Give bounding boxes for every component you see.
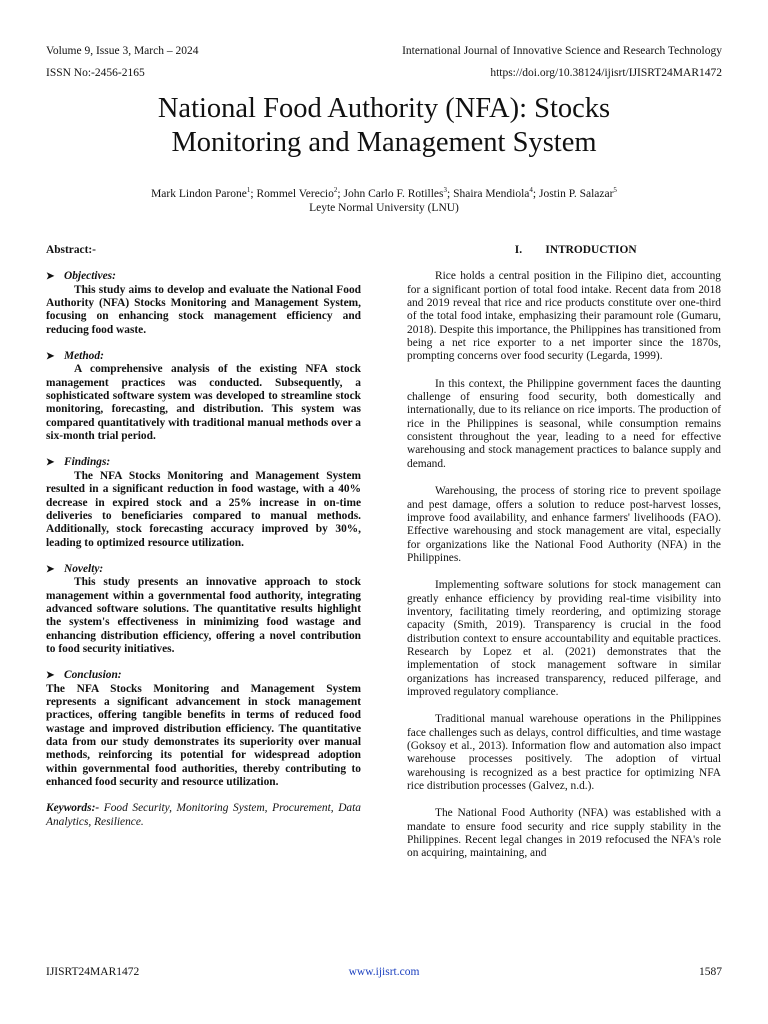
- author-affiliation-mark: 4: [529, 186, 533, 195]
- findings-text: The NFA Stocks Monitoring and Management System resulted in a significant reduction in food wastage, with a 40% decrease in expired stock and a 25% increase in on-time deliveries to beneficiaries compared to manual methods. Additionally, stock forecasting accuracy improved by 30%, leading to optimized resource utilization.: [46, 469, 361, 549]
- author-list: Mark Lindon Parone$^1$; Rommel Verecio$^2$; John Carlo F. Rotilles$^3$; Shaira Mendiola$^4$; Jostin P. Salazar$^5$: [151, 186, 617, 200]
- conclusion-text: The NFA Stocks Monitoring and Management System represents a significant advancement in stock management practices, offering tangible benefits in terms of reduced food wastage and improved distribution efficiency. The quantitative data from our study demonstrates its superiority over manual methods, reinforcing its potential for widespread adoption within governmental food authorities, thereby contributing to enhanced food security and resource utilization.: [46, 682, 361, 789]
- abstract-findings: [46, 456, 361, 549]
- novelty-title: Novelty:: [64, 562, 104, 575]
- method-title: Method:: [64, 350, 104, 363]
- abstract-heading: Abstract:-: [46, 244, 96, 256]
- abstract-objectives: [46, 270, 361, 337]
- title-line-1: National Food Authority (NFA): Stocks: [157, 93, 611, 124]
- method-text: A comprehensive analysis of the existing NFA stock management practices was conducted. Subsequently, a sophisticated software system was developed to streamline stock monitoring, forecasting, and distribution. This system was compared quantitatively with traditional manual methods over a six-month trial period.: [46, 363, 361, 443]
- conclusion-title: Conclusion:: [64, 669, 122, 682]
- author-name: Shaira Mendiola: [453, 188, 530, 200]
- section-heading: [407, 244, 721, 257]
- abstract-method: [46, 350, 361, 443]
- intro-paragraph: In this context, the Philippine government faces the daunting challenge of ensuring food security, both domestically and internationally, due to its reliance on rice imports. The production of rice in the Philippines is seasonal, while consumption remains consistent throughout the year, leading to a need for effective warehousing and stock management practices to balance supply and demand.: [407, 377, 721, 470]
- novelty-text: This study presents an innovative approach to stock management within a governmental food authority, integrating advanced software solutions. The quantitative results highlight the system's effectiveness in minimizing food wastage and enhancing distribution efficiency, offering a novel contribution to food security initiatives.: [46, 576, 361, 655]
- doi-link[interactable]: https://doi.org/10.38124/ijisrt/IJISRT24MAR1472: [490, 67, 722, 79]
- title-line-2: Monitoring and Management System: [171, 127, 597, 158]
- author-affiliation-mark: 3: [443, 186, 447, 195]
- keywords: [46, 802, 361, 829]
- paper-title: [0, 92, 768, 160]
- section-title: INTRODUCTION: [545, 244, 637, 256]
- objectives-text: This study aims to develop and evaluate the National Food Authority (NFA) Stocks Monitoring and Management System, focusing on enhancing stock management efficiency and reducing food waste.: [46, 283, 361, 336]
- intro-paragraph: Rice holds a central position in the Filipino diet, accounting for a significant portion of total food intake. Recent data from 2018 and 2019 reveal that rice and rice products constitute over one-third of the total food intake, emphasizing their paramount role (Gumaru, 2018). Despite this importance, the Philippines has transitioned from being a net rice exporter to a net importer since the 1870s, prompting concerns over food security (Legarda, 1999).: [407, 270, 721, 363]
- intro-paragraph: Implementing software solutions for stock management can greatly enhance efficiency by providing real-time visibility into inventory, facilitating timely reordering, and optimizing storage capacity (Smith, 2019). Transparency is crucial in the food distribution context to ensure accountability and equitable practices. Research by Lopez et al. (2021) demonstrates that the implementation of stock management software in similar organizations has increased transparency, reduced pilferage, and improved regulatory compliance.: [407, 579, 721, 698]
- abstract-conclusion: [46, 669, 361, 789]
- volume-info: Volume 9, Issue 3, March – 2024: [46, 45, 199, 57]
- affiliation: Leyte Normal University (LNU): [309, 202, 459, 214]
- page-number: 1587: [699, 966, 722, 978]
- author-name: John Carlo F. Rotilles: [343, 188, 444, 200]
- arrow-bullet-icon: ➤: [46, 457, 55, 469]
- arrow-bullet-icon: ➤: [46, 670, 55, 682]
- arrow-bullet-icon: ➤: [46, 351, 55, 363]
- abstract-novelty: [46, 563, 361, 656]
- author-affiliation-mark: 1: [246, 186, 251, 195]
- author-name: Jostin P. Salazar: [538, 188, 614, 200]
- footer-paper-id: IJISRT24MAR1472: [46, 966, 140, 978]
- arrow-bullet-icon: ➤: [46, 271, 55, 283]
- journal-name: International Journal of Innovative Science and Research Technology: [402, 45, 722, 57]
- findings-title: Findings:: [64, 456, 111, 469]
- intro-paragraph: Warehousing, the process of storing rice to prevent spoilage and pest damage, offers a solution to reduce post-harvest losses, improve food availability, and enhance farmers' livelihoods (FAO). Effective warehousing and stock management are vital, especially for organizations like the National Food Authority (NFA) in the Philippines.: [407, 485, 721, 564]
- keywords-label: Keywords:-: [46, 802, 100, 815]
- arrow-bullet-icon: ➤: [46, 563, 55, 575]
- abstract-column: [46, 244, 361, 829]
- footer-website-link[interactable]: www.ijisrt.com: [348, 966, 420, 978]
- intro-paragraph: The National Food Authority (NFA) was established with a mandate to ensure food security and rice supply stability in the Philippines. Recent legal changes in 2019 refocused the NFA's role on acquiring, maintaining, and: [407, 807, 721, 860]
- author-name: Rommel Verecio: [256, 188, 334, 200]
- author-affiliation-mark: 2: [333, 186, 338, 195]
- author-affiliation-mark: 5: [613, 186, 617, 195]
- intro-paragraph: Traditional manual warehouse operations in the Philippines face challenges such as delays, control difficulties, and time wastage (Goksoy et al., 2013). Information flow and automation also impact warehouse processes positively. The adoption of virtual warehousing is recognized as a best practice for optimizing NFA rice distribution processes (Galvez, n.d.).: [407, 713, 721, 793]
- author-name: Mark Lindon Parone: [151, 188, 247, 200]
- issn: ISSN No:-2456-2165: [46, 67, 145, 79]
- keywords-text: Food Security, Monitoring System, Procurement, Data Analytics, Resilience.: [46, 802, 361, 828]
- objectives-title: Objectives:: [64, 270, 116, 283]
- author-block: [0, 187, 768, 215]
- section-number: I.: [514, 244, 523, 256]
- introduction-column: [407, 244, 721, 875]
